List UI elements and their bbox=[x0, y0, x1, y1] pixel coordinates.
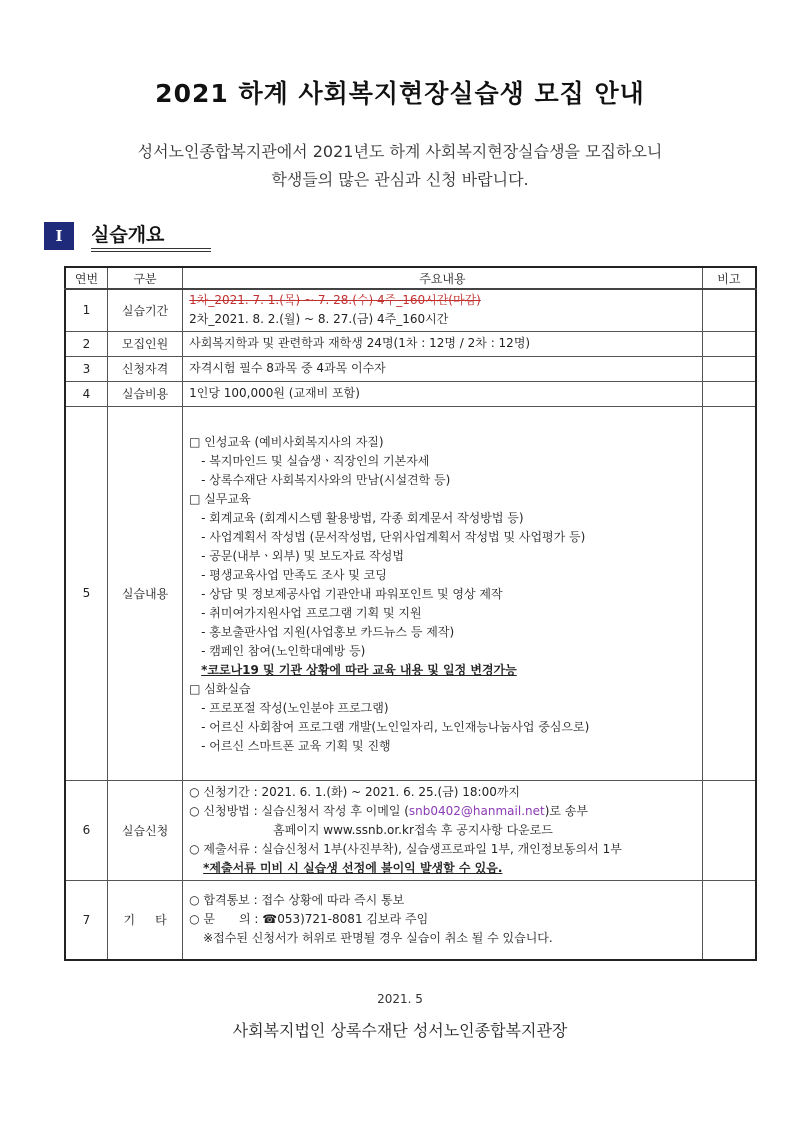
row-note bbox=[702, 289, 756, 331]
curriculum-item: - 상록수재단 사회복지사와의 만남(시설견학 등) bbox=[201, 472, 451, 487]
overview-table bbox=[64, 266, 757, 961]
intro-line-2: 학생들의 많은 관심과 신청 바랍니다. bbox=[271, 170, 529, 189]
curriculum-item: - 홍보출판사업 지원(사업홍보 카드뉴스 등 제작) bbox=[201, 624, 455, 639]
row-note bbox=[702, 356, 756, 381]
header-num: 연번 bbox=[65, 267, 108, 289]
table-row bbox=[65, 880, 756, 960]
curriculum-section: □ 실무교육 bbox=[189, 491, 251, 506]
footer-organization: 사회복지법인 상록수재단 성서노인종합복지관장 bbox=[232, 1021, 568, 1040]
result-notice: ○ 합격통보 : 접수 상황에 따라 즉시 통보 bbox=[189, 893, 405, 908]
curriculum-item: - 복지마인드 및 실습생ㆍ직장인의 기본자세 bbox=[201, 453, 430, 468]
row-num: 3 bbox=[65, 356, 108, 381]
table-header-row bbox=[65, 267, 756, 289]
recruit-count: 사회복지학과 및 관련학과 재학생 24명(1차 : 12명 / 2차 : 12명) bbox=[189, 336, 531, 350]
row-category: 실습내용 bbox=[108, 406, 183, 780]
row-category: 실습신청 bbox=[108, 780, 183, 880]
caution-note: ※접수된 신청서가 허위로 판명될 경우 실습이 취소 될 수 있습니다. bbox=[203, 931, 553, 946]
apply-email-link[interactable]: snb0402@hanmail.net bbox=[408, 803, 545, 818]
row-content bbox=[183, 780, 703, 880]
table-row bbox=[65, 331, 756, 356]
apply-documents: ○ 제출서류 : 실습신청서 1부(사진부착), 실습생프로파일 1부, 개인정보동의서 1부 bbox=[189, 841, 622, 856]
curriculum-item: - 어르신 사회참여 프로그램 개발(노인일자리, 노인재능나눔사업 중심으로) bbox=[201, 719, 590, 734]
apply-method-text: ○ 신청방법 : 실습신청서 작성 후 이메일 ( bbox=[189, 803, 409, 818]
row-category: 실습비용 bbox=[108, 381, 183, 406]
row-content bbox=[183, 356, 703, 381]
header-content: 주요내용 bbox=[183, 267, 703, 289]
row-num: 4 bbox=[65, 381, 108, 406]
fee: 1인당 100,000원 (교재비 포함) bbox=[189, 386, 360, 400]
curriculum-item: - 캠페인 참여(노인학대예방 등) bbox=[201, 643, 366, 658]
row-content bbox=[183, 331, 703, 356]
row-num: 7 bbox=[65, 880, 108, 960]
row-note bbox=[702, 406, 756, 780]
curriculum-item: - 취미여가지원사업 프로그램 기획 및 지원 bbox=[201, 605, 422, 620]
header-note: 비고 bbox=[702, 267, 756, 289]
row-content bbox=[183, 880, 703, 960]
table-row bbox=[65, 780, 756, 880]
row-category: 모집인원 bbox=[108, 331, 183, 356]
table-row bbox=[65, 406, 756, 780]
period-second: 2차_2021. 8. 2.(월) ~ 8. 27.(금) 4주_160시간 bbox=[189, 312, 449, 327]
eligibility: 자격시험 필수 8과목 중 4과목 이수자 bbox=[189, 361, 386, 375]
apply-method bbox=[189, 802, 702, 821]
table-row bbox=[65, 381, 756, 406]
row-note bbox=[702, 331, 756, 356]
footer-date: 2021. 5 bbox=[377, 992, 423, 1006]
row-num: 5 bbox=[65, 406, 108, 780]
row-num: 6 bbox=[65, 780, 108, 880]
row-category: 신청자격 bbox=[108, 356, 183, 381]
curriculum-item: - 회계교육 (회계시스템 활용방법, 각종 회계문서 작성방법 등) bbox=[201, 510, 524, 525]
row-category: 실습기간 bbox=[108, 289, 183, 331]
apply-warning: *제출서류 미비 시 실습생 선정에 불이익 발생할 수 있음. bbox=[203, 860, 503, 875]
page-title: 2021 하계 사회복지현장실습생 모집 안내 bbox=[155, 79, 645, 108]
category-char-1: 기 bbox=[123, 913, 136, 928]
contact-info: ○ 문 의 : ☎053)721-8081 김보라 주임 bbox=[189, 912, 429, 927]
intro-line-1: 성서노인종합복지관에서 2021년도 하계 사회복지현장실습생을 모집하오니 bbox=[137, 142, 663, 161]
row-note bbox=[702, 880, 756, 960]
table-row bbox=[65, 356, 756, 381]
section-number: I bbox=[44, 222, 74, 250]
category-char-2: 타 bbox=[155, 913, 167, 928]
period-first-closed: 1차_2021. 7. 1.(목) ~ 7. 28.(수) 4주_160시간(마감) bbox=[189, 293, 481, 308]
row-content bbox=[183, 406, 703, 780]
curriculum-notice: *코로나19 및 기관 상황에 따라 교육 내용 및 일정 변경가능 bbox=[201, 662, 517, 677]
curriculum-item: - 평생교육사업 만족도 조사 및 코딩 bbox=[201, 567, 387, 582]
curriculum-section: □ 인성교육 (예비사회복지사의 자질) bbox=[189, 434, 384, 449]
header-category: 구분 bbox=[108, 267, 183, 289]
intro-text bbox=[0, 138, 800, 194]
curriculum-item: - 어르신 스마트폰 교육 기획 및 진행 bbox=[201, 738, 391, 753]
row-num: 1 bbox=[65, 289, 108, 331]
row-content bbox=[183, 381, 703, 406]
section-title: 실습개요 bbox=[91, 220, 211, 249]
apply-period: ○ 신청기간 : 2021. 6. 1.(화) ~ 2021. 6. 25.(금) 18:00까지 bbox=[189, 784, 521, 799]
row-category bbox=[108, 880, 183, 960]
apply-homepage: 홈페이지 www.ssnb.or.kr접속 후 공지사항 다운로드 bbox=[273, 822, 553, 837]
curriculum-item: - 사업계획서 작성법 (문서작성법, 단위사업계획서 작성법 및 사업평가 등) bbox=[201, 529, 586, 544]
curriculum-item: - 프로포절 작성(노인분야 프로그램) bbox=[201, 700, 389, 715]
row-content bbox=[183, 289, 703, 331]
curriculum-item: - 공문(내부ㆍ외부) 및 보도자료 작성법 bbox=[201, 548, 404, 563]
row-note bbox=[702, 780, 756, 880]
curriculum-item: - 상담 및 정보제공사업 기관안내 파워포인트 및 영상 제작 bbox=[201, 586, 503, 601]
curriculum-section: □ 심화실습 bbox=[189, 681, 251, 696]
table-row bbox=[65, 289, 756, 331]
row-num: 2 bbox=[65, 331, 108, 356]
apply-method-tail: )로 송부 bbox=[544, 803, 588, 818]
row-note bbox=[702, 381, 756, 406]
